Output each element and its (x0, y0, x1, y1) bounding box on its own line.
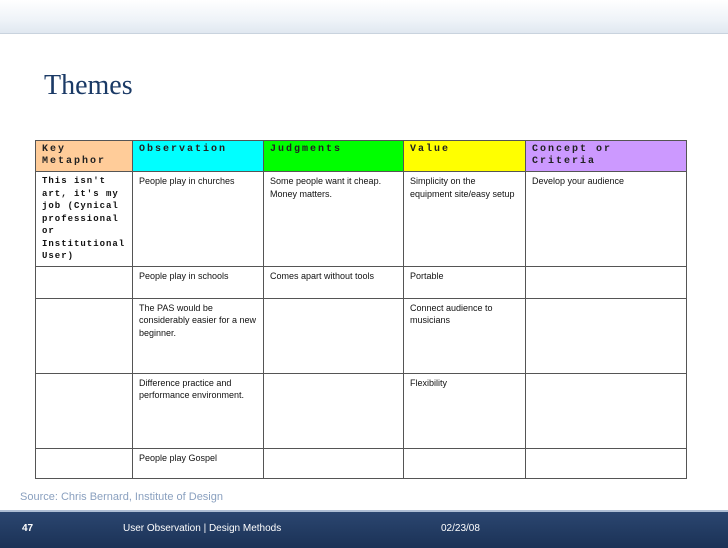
header-key-metaphor: Key Metaphor (36, 141, 133, 172)
cell-value: Simplicity on the equipment site/easy setup (404, 172, 526, 267)
cell-observation: The PAS would be considerably easier for a new beginner. (133, 298, 264, 373)
cell-concept (526, 373, 687, 448)
cell-value: Connect audience to musicians (404, 298, 526, 373)
source-caption: Source: Chris Bernard, Institute of Design (20, 491, 223, 503)
cell-observation: People play Gospel (133, 448, 264, 478)
table-row (36, 266, 687, 298)
cell-concept (526, 266, 687, 298)
footer-date: 02/23/08 (441, 523, 480, 534)
header-concept-or-criteria: Concept or Criteria (526, 141, 687, 172)
table-row (36, 172, 687, 267)
header-observation: Observation (133, 141, 264, 172)
cell-value: Portable (404, 266, 526, 298)
table-header-row (36, 141, 687, 172)
themes-table (35, 140, 687, 479)
cell-judgments (264, 373, 404, 448)
table-row (36, 373, 687, 448)
cell-concept: Develop your audience (526, 172, 687, 267)
cell-key-metaphor (36, 373, 133, 448)
cell-key-metaphor: This isn't art, it's my job (Cynical professional or Institutional User) (36, 172, 133, 267)
header-value: Value (404, 141, 526, 172)
cell-judgments (264, 448, 404, 478)
page-number: 47 (22, 523, 34, 534)
cell-key-metaphor (36, 266, 133, 298)
top-banner (0, 0, 728, 34)
cell-observation: Difference practice and performance environment. (133, 373, 264, 448)
table-row (36, 298, 687, 373)
cell-judgments: Some people want it cheap. Money matters. (264, 172, 404, 267)
footer-title: User Observation | Design Methods (123, 523, 282, 534)
cell-judgments: Comes apart without tools (264, 266, 404, 298)
cell-judgments (264, 298, 404, 373)
header-judgments: Judgments (264, 141, 404, 172)
cell-value (404, 448, 526, 478)
table-row (36, 448, 687, 478)
cell-key-metaphor (36, 448, 133, 478)
cell-key-metaphor (36, 298, 133, 373)
cell-concept (526, 448, 687, 478)
cell-observation: People play in schools (133, 266, 264, 298)
cell-value: Flexibility (404, 373, 526, 448)
footer-bar (0, 510, 728, 548)
slide-title: Themes (44, 70, 133, 101)
cell-concept (526, 298, 687, 373)
cell-observation: People play in churches (133, 172, 264, 267)
